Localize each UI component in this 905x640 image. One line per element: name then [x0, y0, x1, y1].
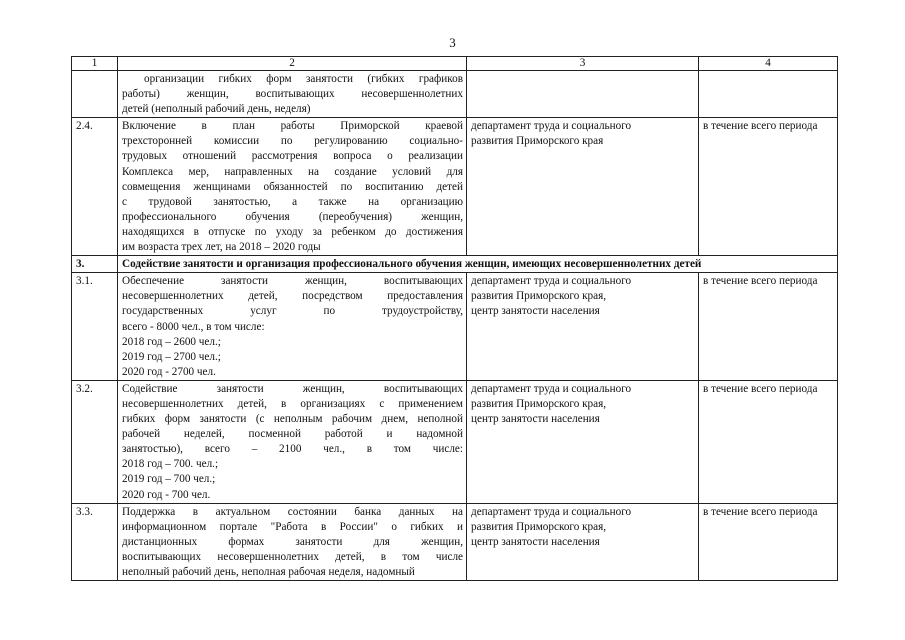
- description-line: с трудовой занятостью, а также на организацию: [122, 195, 463, 208]
- description-line: работы) женщин, воспитывающих несовершеннолетних: [122, 88, 463, 101]
- executor-line: департамент труда и социального: [471, 120, 632, 133]
- description-line: профессионального обучения (переобучения) женщин,: [122, 210, 463, 223]
- description-line: всего - 8000 чел., в том числе:: [122, 320, 265, 333]
- executor-line: развития Приморского края,: [471, 520, 607, 533]
- description-line: Поддержка в актуальном состоянии банка данных на: [122, 505, 463, 518]
- measure-description: [118, 273, 467, 381]
- executor-line: центр занятости населения: [471, 305, 600, 318]
- table-row: [72, 380, 838, 503]
- measures-table: [71, 56, 838, 581]
- implementation-term: в течение всего периода: [699, 380, 838, 503]
- description-line: 2018 год – 2600 чел.;: [122, 335, 221, 348]
- column-number-3: 3: [467, 57, 699, 71]
- responsible-executor: [467, 273, 699, 381]
- description-line: детей (неполный рабочий день, неделя): [122, 103, 311, 116]
- executor-line: развития Приморского края: [471, 135, 604, 148]
- executor-line: департамент труда и социального: [471, 505, 632, 518]
- table-row: [72, 118, 838, 256]
- column-number-header-row: [72, 57, 838, 71]
- implementation-term: в течение всего периода: [699, 118, 838, 256]
- page-number: 3: [449, 35, 456, 50]
- description-line: им возраста трех лет, на 2018 – 2020 годы: [122, 241, 321, 254]
- executor-line: развития Приморского края,: [471, 290, 607, 303]
- description-line: трудовых отношений рассмотрения вопроса о реализации: [122, 150, 463, 163]
- measure-description: [118, 71, 467, 118]
- description-line: совмещения женщинами обязанностей по воспитанию детей: [122, 180, 463, 193]
- description-line: гибких форм занятости (с неполным рабочим днем, неполной: [122, 413, 463, 426]
- table-row: [72, 273, 838, 381]
- column-number-2: 2: [118, 57, 467, 71]
- description-line: Содействие занятости женщин, воспитывающих: [122, 382, 463, 395]
- measure-description: [118, 503, 467, 580]
- description-line: рабочей неделей, посменной работой и надомной: [122, 428, 463, 441]
- executor-line: развития Приморского края,: [471, 397, 607, 410]
- description-line: трехсторонней комиссии по регулированию социально-: [122, 135, 463, 148]
- description-line: 2018 год – 700. чел.;: [122, 458, 219, 471]
- implementation-term: [699, 71, 838, 118]
- column-number-4: 4: [699, 57, 838, 71]
- item-number: [72, 71, 118, 118]
- section-number: 3.: [72, 256, 118, 273]
- description-line: неполный рабочий день, неполная рабочая неделя, надомный: [122, 566, 415, 578]
- description-line: дистанционных формах занятости для женщин,: [122, 535, 463, 548]
- description-line: несовершеннолетних детей, в организациях с применением: [122, 397, 463, 410]
- description-line: государственных услуг по трудоустройству,: [122, 305, 463, 318]
- implementation-term: в течение всего периода: [699, 273, 838, 381]
- description-line: информационном портале "Работа в России" о гибких и: [122, 520, 463, 533]
- measure-description: [118, 380, 467, 503]
- item-number: 3.3.: [72, 503, 118, 580]
- item-number: 2.4.: [72, 118, 118, 256]
- description-line: находящихся в отпуске по уходу за ребенком до достижения: [122, 225, 463, 238]
- implementation-term: в течение всего периода: [699, 503, 838, 580]
- column-number-1: 1: [72, 57, 118, 71]
- description-line: 2019 год – 700 чел.;: [122, 473, 216, 486]
- description-line: 2019 год – 2700 чел.;: [122, 350, 221, 363]
- description-line: воспитывающих несовершеннолетних детей, в том числе: [122, 550, 463, 563]
- executor-line: департамент труда и социального: [471, 382, 632, 395]
- description-line: Комплекса мер, направленных на создание условий для: [122, 165, 463, 178]
- executor-line: департамент труда и социального: [471, 275, 632, 288]
- item-number: 3.2.: [72, 380, 118, 503]
- measure-description: [118, 118, 467, 256]
- description-line: 2020 год - 2700 чел.: [122, 365, 216, 378]
- responsible-executor: [467, 118, 699, 256]
- description-line: Обеспечение занятости женщин, воспитывающих: [122, 275, 463, 288]
- executor-line: центр занятости населения: [471, 413, 600, 426]
- description-line: 2020 год - 700 чел.: [122, 488, 211, 501]
- description-line: Включение в план работы Приморской краевой: [122, 120, 463, 133]
- section-header-row: [72, 256, 838, 273]
- item-number: 3.1.: [72, 273, 118, 381]
- description-line: организации гибких форм занятости (гибких графиков: [144, 73, 463, 85]
- section-title: Содействие занятости и организация профессионального обучения женщин, имеющих несовершеннолетних детей: [118, 256, 838, 273]
- responsible-executor: [467, 380, 699, 503]
- table-row: [72, 503, 838, 580]
- description-line: несовершеннолетних детей, посредством предоставления: [122, 290, 463, 303]
- table-row: [72, 71, 838, 118]
- responsible-executor: [467, 503, 699, 580]
- responsible-executor: [467, 71, 699, 118]
- description-line: занятостью), всего – 2100 чел., в том числе:: [122, 443, 463, 456]
- executor-line: центр занятости населения: [471, 535, 600, 548]
